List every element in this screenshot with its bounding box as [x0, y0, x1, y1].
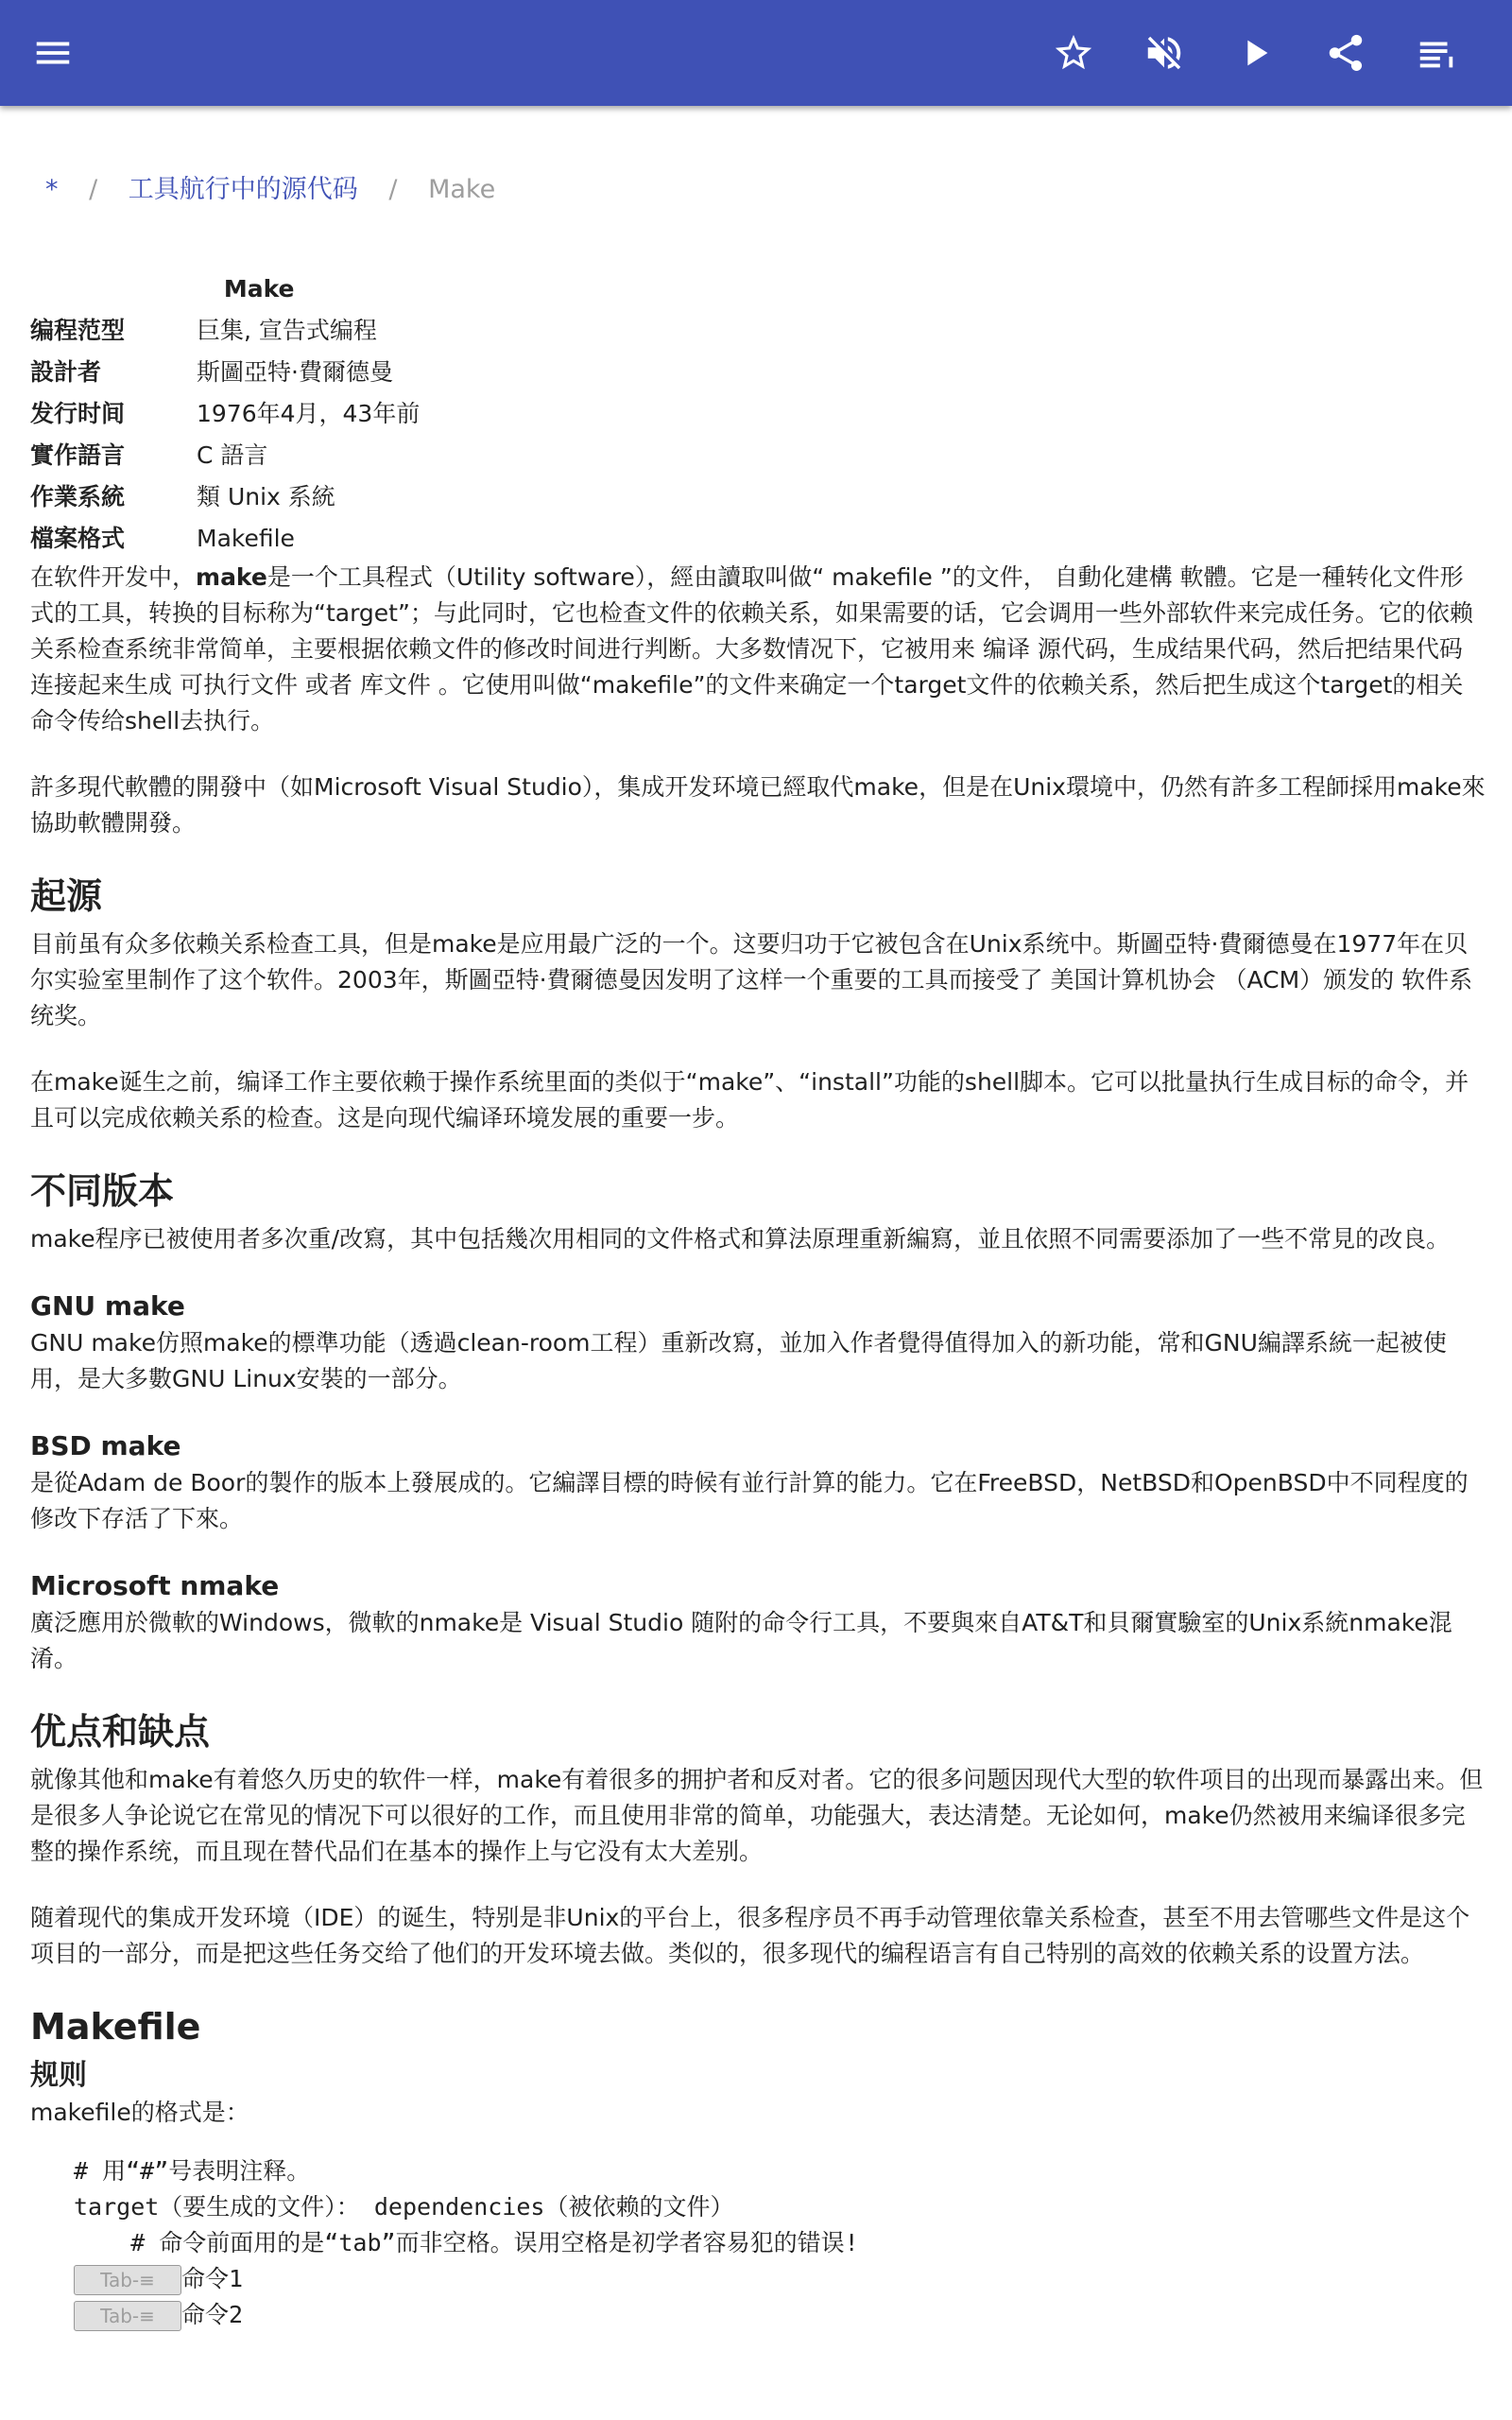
code-line: # 用“#”号表明注释。 [74, 2157, 311, 2185]
subheading-gnu-make: GNU make [30, 1290, 185, 1322]
code-line [74, 2297, 1486, 2333]
breadcrumb [45, 168, 495, 205]
bsd-make-paragraph: 是從Adam de Boor的製作的版本上發展成的。它編譯目標的時候有並行計算的能力。它在FreeBSD，NetBSD和OpenBSD中不同程度的修改下存活了下來。 [30, 1469, 1469, 1532]
infobox-key: 檔案格式 [30, 525, 126, 552]
intro-paragraph [30, 560, 1486, 739]
infobox-row [30, 476, 420, 518]
code-line [74, 2261, 1486, 2297]
code-line: # 命令前面用的是“tab”而非空格。误用空格是初学者容易犯的错误! [74, 2229, 859, 2256]
infobox-row [30, 393, 420, 435]
subheading-bsd-make: BSD make [30, 1430, 181, 1461]
app-bar [0, 0, 1512, 106]
section-heading-pros-cons: 优点和缺点 [30, 1711, 211, 1753]
tab-key-marker: Tab-≡ [74, 2301, 181, 2331]
infobox-value: 巨集, 宣告式编程 [197, 317, 377, 344]
breadcrumb-separator: / [388, 175, 398, 204]
nmake-paragraph: 廣泛應用於微軟的Windows，微軟的nmake是 Visual Studio 随附的命令行工具，不要與來自AT&T和貝爾實驗室的Unix系統nmake混淆。 [30, 1609, 1452, 1672]
infobox-key: 設計者 [30, 358, 102, 386]
infobox-row [30, 310, 420, 352]
infobox-row [30, 435, 420, 476]
volume-off-icon[interactable] [1119, 0, 1210, 106]
breadcrumb-root[interactable]: * [45, 175, 59, 204]
origin-paragraph: 在make诞生之前，编译工作主要依赖于操作系统里面的类似于“make”、“install”功能的shell脚本。它可以批量执行生成目标的命令，并且可以完成依赖关系的检查。这是向现代编译环境发展的重要一步。 [30, 1068, 1469, 1132]
breadcrumb-parent[interactable]: 工具航行中的源代码 [128, 175, 358, 204]
tab-key-marker: Tab-≡ [74, 2265, 181, 2295]
command-text: 命令2 [181, 2301, 244, 2328]
section-heading-origin: 起源 [30, 875, 103, 917]
infobox-key: 作業系統 [30, 483, 126, 510]
pros-cons-paragraph: 随着现代的集成开发环境（IDE）的诞生，特别是非Unix的平台上，很多程序员不再手动管理依靠关系检查，甚至不用去管哪些文件是这个项目的一部分，而是把这些任务交给了他们的开发环境去做。类似的，很多现代的编程语言有自己特别的高效的依赖关系的设置方法。 [30, 1904, 1470, 1967]
makefile-format-text: makefile的格式是： [30, 2099, 249, 2126]
infobox-caption: Make [223, 275, 295, 302]
intro-paragraph: 許多現代軟體的開發中（如Microsoft Visual Studio），集成开发环境已經取代make，但是在Unix環境中，仍然有許多工程師採用make來協助軟體開發。 [30, 773, 1486, 837]
playlist-icon[interactable] [1391, 0, 1482, 106]
subheading-rules: 规则 [30, 2059, 87, 2092]
subheading-microsoft-nmake: Microsoft nmake [30, 1570, 280, 1601]
section-heading-versions: 不同版本 [30, 1170, 175, 1212]
infobox-row [30, 518, 420, 560]
intro-text: 是一个工具程式（Utility software），經由讀取叫做“ makefile ”的文件， 自動化建構 軟體。它是一種转化文件形式的工具，转换的目标称为“target”；与此同时，它也检查文件的依赖关系，如果需要的话，它会调用一些外部软件来完成任务。它的依赖关系检查系统非常简单，主要根据依赖文件的修改时间进行判断。大多数情况下，它被用来 编译 源代码，生成结果代码，然后把结果代码连接起来生成 可执行文件 或者 库文件 。它使用叫做“makefile”的文件来确定一个target文件的依赖关系，然后把生成这个target的相关命令传给shell去执行。 [30, 563, 1473, 735]
section-heading-makefile: Makefile [30, 2006, 201, 2048]
share-icon[interactable] [1300, 0, 1391, 106]
infobox-key: 编程范型 [30, 317, 126, 344]
command-text: 命令1 [181, 2265, 244, 2292]
infobox-key: 實作語言 [30, 441, 126, 469]
infobox-value: 1976年4月，43年前 [197, 400, 421, 427]
breadcrumb-separator: / [89, 175, 98, 204]
pros-cons-paragraph: 就像其他和make有着悠久历史的软件一样，make有着很多的拥护者和反对者。它的很多问题因现代大型的软件项目的出现而暴露出来。但是很多人争论说它在常见的情况下可以很好的工作，而且使用非常的简单，功能强大，表达清楚。无论如何，make仍然被用来编译很多完整的操作系统，而且现在替代品们在基本的操作上与它没有太大差别。 [30, 1766, 1484, 1865]
breadcrumb-current: Make [428, 175, 496, 204]
play-icon[interactable] [1210, 0, 1300, 106]
origin-paragraph: 目前虽有众多依赖关系检查工具，但是make是应用最广泛的一个。这要归功于它被包含在Unix系统中。斯圖亞特·費爾德曼在1977年在贝尔实验室里制作了这个软件。2003年，斯圖亞特·費爾德曼因发明了这样一个重要的工具而接受了 美国计算机协会 （ACM）颁发的 软件系统奖。 [30, 930, 1473, 1029]
infobox-value: 類 Unix 系統 [197, 483, 335, 510]
article-content [30, 268, 1486, 2333]
intro-bold-term: make [196, 563, 267, 591]
gnu-make-paragraph: GNU make仿照make的標準功能（透過clean-room工程）重新改寫，並加入作者覺得值得加入的新功能，常和GNU編譯系統一起被使用，是大多數GNU Linux安裝的一部分。 [30, 1329, 1447, 1392]
infobox [30, 268, 420, 560]
infobox-value: Makefile [197, 525, 295, 552]
infobox-value: C 語言 [197, 441, 268, 469]
intro-text: 在软件开发中， [30, 563, 197, 591]
code-line: target（要生成的文件）： dependencies（被依赖的文件） [74, 2193, 734, 2221]
star-outline-icon[interactable] [1028, 0, 1119, 106]
menu-icon[interactable] [8, 0, 98, 106]
versions-paragraph: make程序已被使用者多次重/改寫，其中包括幾次用相同的文件格式和算法原理重新編寫，並且依照不同需要添加了一些不常見的改良。 [30, 1225, 1451, 1253]
infobox-key: 发行时间 [30, 400, 126, 427]
infobox-row [30, 352, 420, 393]
infobox-value: 斯圖亞特·費爾德曼 [197, 358, 393, 386]
code-block [74, 2153, 1486, 2333]
